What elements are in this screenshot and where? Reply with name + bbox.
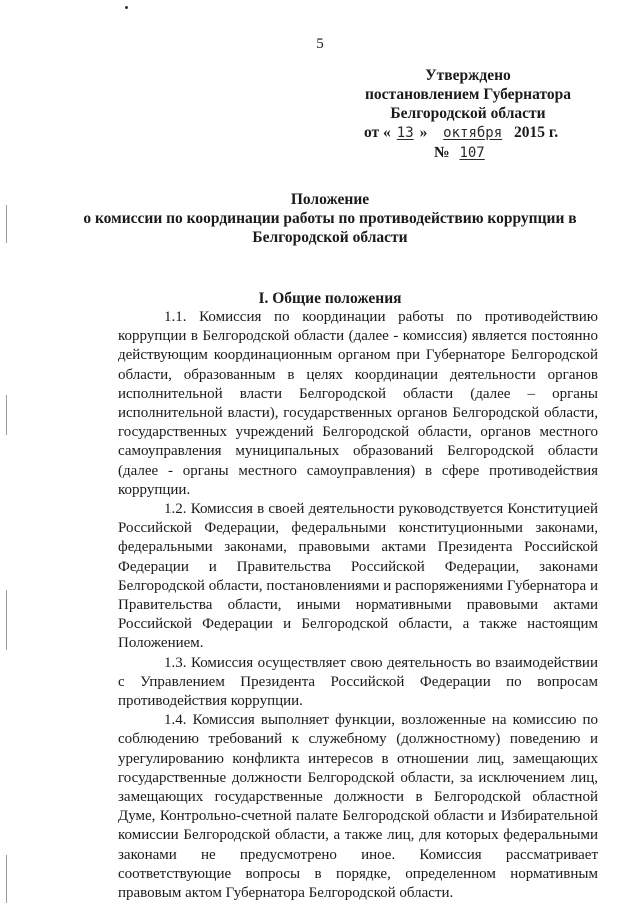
scan-margin-line xyxy=(6,395,7,435)
paragraph: 1.1. Комиссия по координации работы по противодействию коррупции в Белгородской области (далее - комиссия) является постоянно действующим координационным органом при Губернаторе Белгородской области, образованным в целях координации деятельности органов исполнительной власти Белгородской области (далее – органы исполнительной власти), государственных органов Белгородской области, государственных учреждений Белгородской области, органов местного самоуправления муниципальных образований Белгородской области (далее - органы местного самоуправления) в сфере противодействия коррупции. xyxy=(118,309,598,498)
scan-margin-line xyxy=(6,205,7,243)
number-value-handwritten: 107 xyxy=(459,145,485,161)
approval-line: Утверждено xyxy=(425,67,511,84)
page-number: 5 xyxy=(316,36,324,52)
title-line: Белгородской области xyxy=(252,229,408,246)
number-prefix: № xyxy=(434,144,450,161)
paragraph: 1.2. Комиссия в своей деятельности руководствуется Конституцией Российской Федерации, федеральными конституционными законами, федеральными законами, правовыми актами Президента Российской Федерации и Правительства Российской Федерации, законами Белгородской области, постановлениями и распоряжениями Губернатора и Правительства области, иными нормативными правовыми актами Российской Федерации и Белгородской области, а также настоящим Положением. xyxy=(118,501,598,652)
approval-number xyxy=(358,143,578,163)
paragraph: 1.3. Комиссия осуществляет свою деятельность во взаимодействии с Управлением Президента Российской Федерации по вопросам противодействия коррупции. xyxy=(118,654,598,710)
body-text xyxy=(118,308,598,903)
date-day-handwritten: 13 xyxy=(396,125,414,141)
date-year: 2015 г. xyxy=(514,124,559,141)
scan-margin-line xyxy=(6,590,7,650)
date-month-handwritten: октября xyxy=(443,125,503,141)
scan-margin-line xyxy=(6,855,7,903)
approval-date xyxy=(358,123,578,143)
approval-line: постановлением Губернатора xyxy=(365,86,571,103)
scan-mark xyxy=(125,6,128,9)
title-line: о комиссии по координации работы по противодействию коррупции в xyxy=(83,210,577,227)
paragraph: 1.4. Комиссия выполняет функции, возложенные на комиссию по соблюдению требований к служебному (должностному) поведению и урегулированию конфликта интересов в отношении лиц, замещающих государственные должности Белгородской области, за исключением лиц, замещающих государственные должности в Белгородской областной Думе, Контрольно-счетной палате Белгородской области и Избирательной комиссии Белгородской области, а также лиц, для которых федеральными законами не предусмотрено иное. Комиссия рассматривает соответствующие вопросы в порядке, определенном нормативным правовым актом Губернатора Белгородской области. xyxy=(118,712,598,902)
approval-block xyxy=(358,66,578,163)
date-prefix: от « xyxy=(364,124,391,141)
title-line: Положение xyxy=(290,191,370,208)
date-mid: » xyxy=(419,124,428,141)
section-heading: I. Общие положения xyxy=(258,290,402,307)
approval-line: Белгородской области xyxy=(390,105,546,122)
document-title xyxy=(60,190,600,247)
